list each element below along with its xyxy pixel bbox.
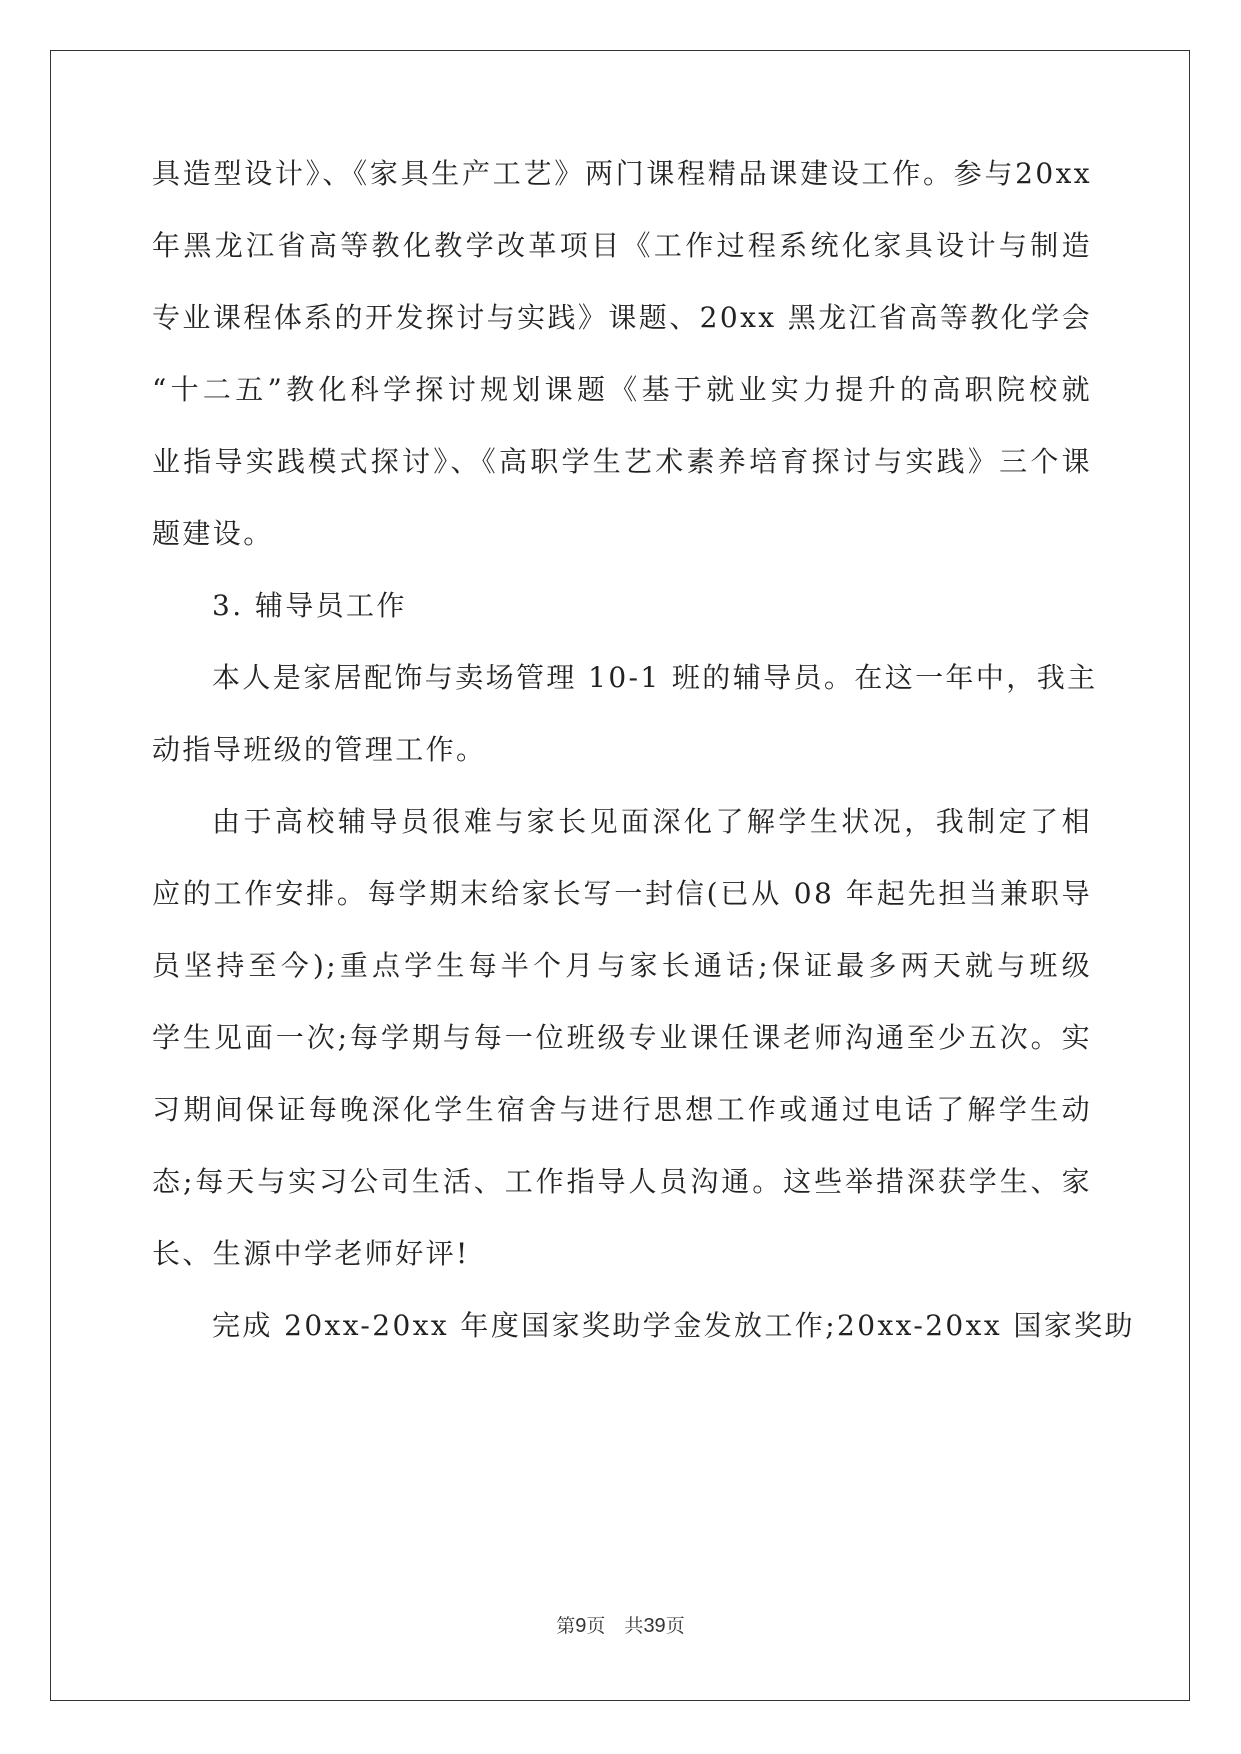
page-footer — [0, 1614, 1241, 1638]
body-text-line: 态;每天与实习公司生活、工作指导人员沟通。这些举措深获学生、家 — [152, 1165, 1092, 1198]
body-text-line: 学生见面一次;每学期与每一位班级专业课任课老师沟通至少五次。实 — [152, 1021, 1092, 1054]
body-text-line: 习期间保证每晚深化学生宿舍与进行思想工作或通过电话了解学生动 — [152, 1093, 1092, 1126]
body-text-line: 应的工作安排。每学期末给家长写一封信(已从 08 年起先担当兼职导 — [152, 877, 1092, 910]
total-pages-number: 39 — [643, 1615, 666, 1637]
body-text-line: 年黑龙江省高等教化教学改革项目《工作过程系统化家具设计与制造 — [152, 229, 1092, 262]
paragraph-first-line: 由于高校辅导员很难与家长见面深化了解学生状况，我制定了相 — [212, 805, 1092, 838]
body-text-line: 具造型设计》、《家具生产工艺》两门课程精品课建设工作。参与20xx — [152, 157, 1092, 190]
body-text-line: 专业课程体系的开发探讨与实践》课题、20xx 黑龙江省高等教化学会 — [152, 301, 1092, 334]
body-text-line: 动指导班级的管理工作。 — [152, 733, 487, 766]
page-mid: 页 共 — [586, 1615, 644, 1637]
body-text-line: “十二五”教化科学探讨规划课题《基于就业实力提升的高职院校就 — [152, 373, 1092, 406]
page-suffix: 页 — [665, 1615, 685, 1637]
paragraph-first-line: 本人是家居配饰与卖场管理 10-1 班的辅导员。在这一年中，我主 — [212, 661, 1098, 694]
page-prefix: 第 — [556, 1615, 576, 1637]
section-heading: 3. 辅导员工作 — [212, 589, 407, 622]
body-text-line: 长、生源中学老师好评! — [152, 1237, 470, 1270]
body-text-line: 题建设。 — [152, 517, 274, 550]
current-page-number: 9 — [575, 1615, 587, 1637]
body-text-line: 员坚持至今);重点学生每半个月与家长通话;保证最多两天就与班级 — [152, 949, 1092, 982]
paragraph-first-line: 完成 20xx-20xx 年度国家奖助学金发放工作;20xx-20xx 国家奖助 — [212, 1309, 1135, 1342]
body-text-line: 业指导实践模式探讨》、《高职学生艺术素养培育探讨与实践》三个课 — [152, 445, 1092, 478]
